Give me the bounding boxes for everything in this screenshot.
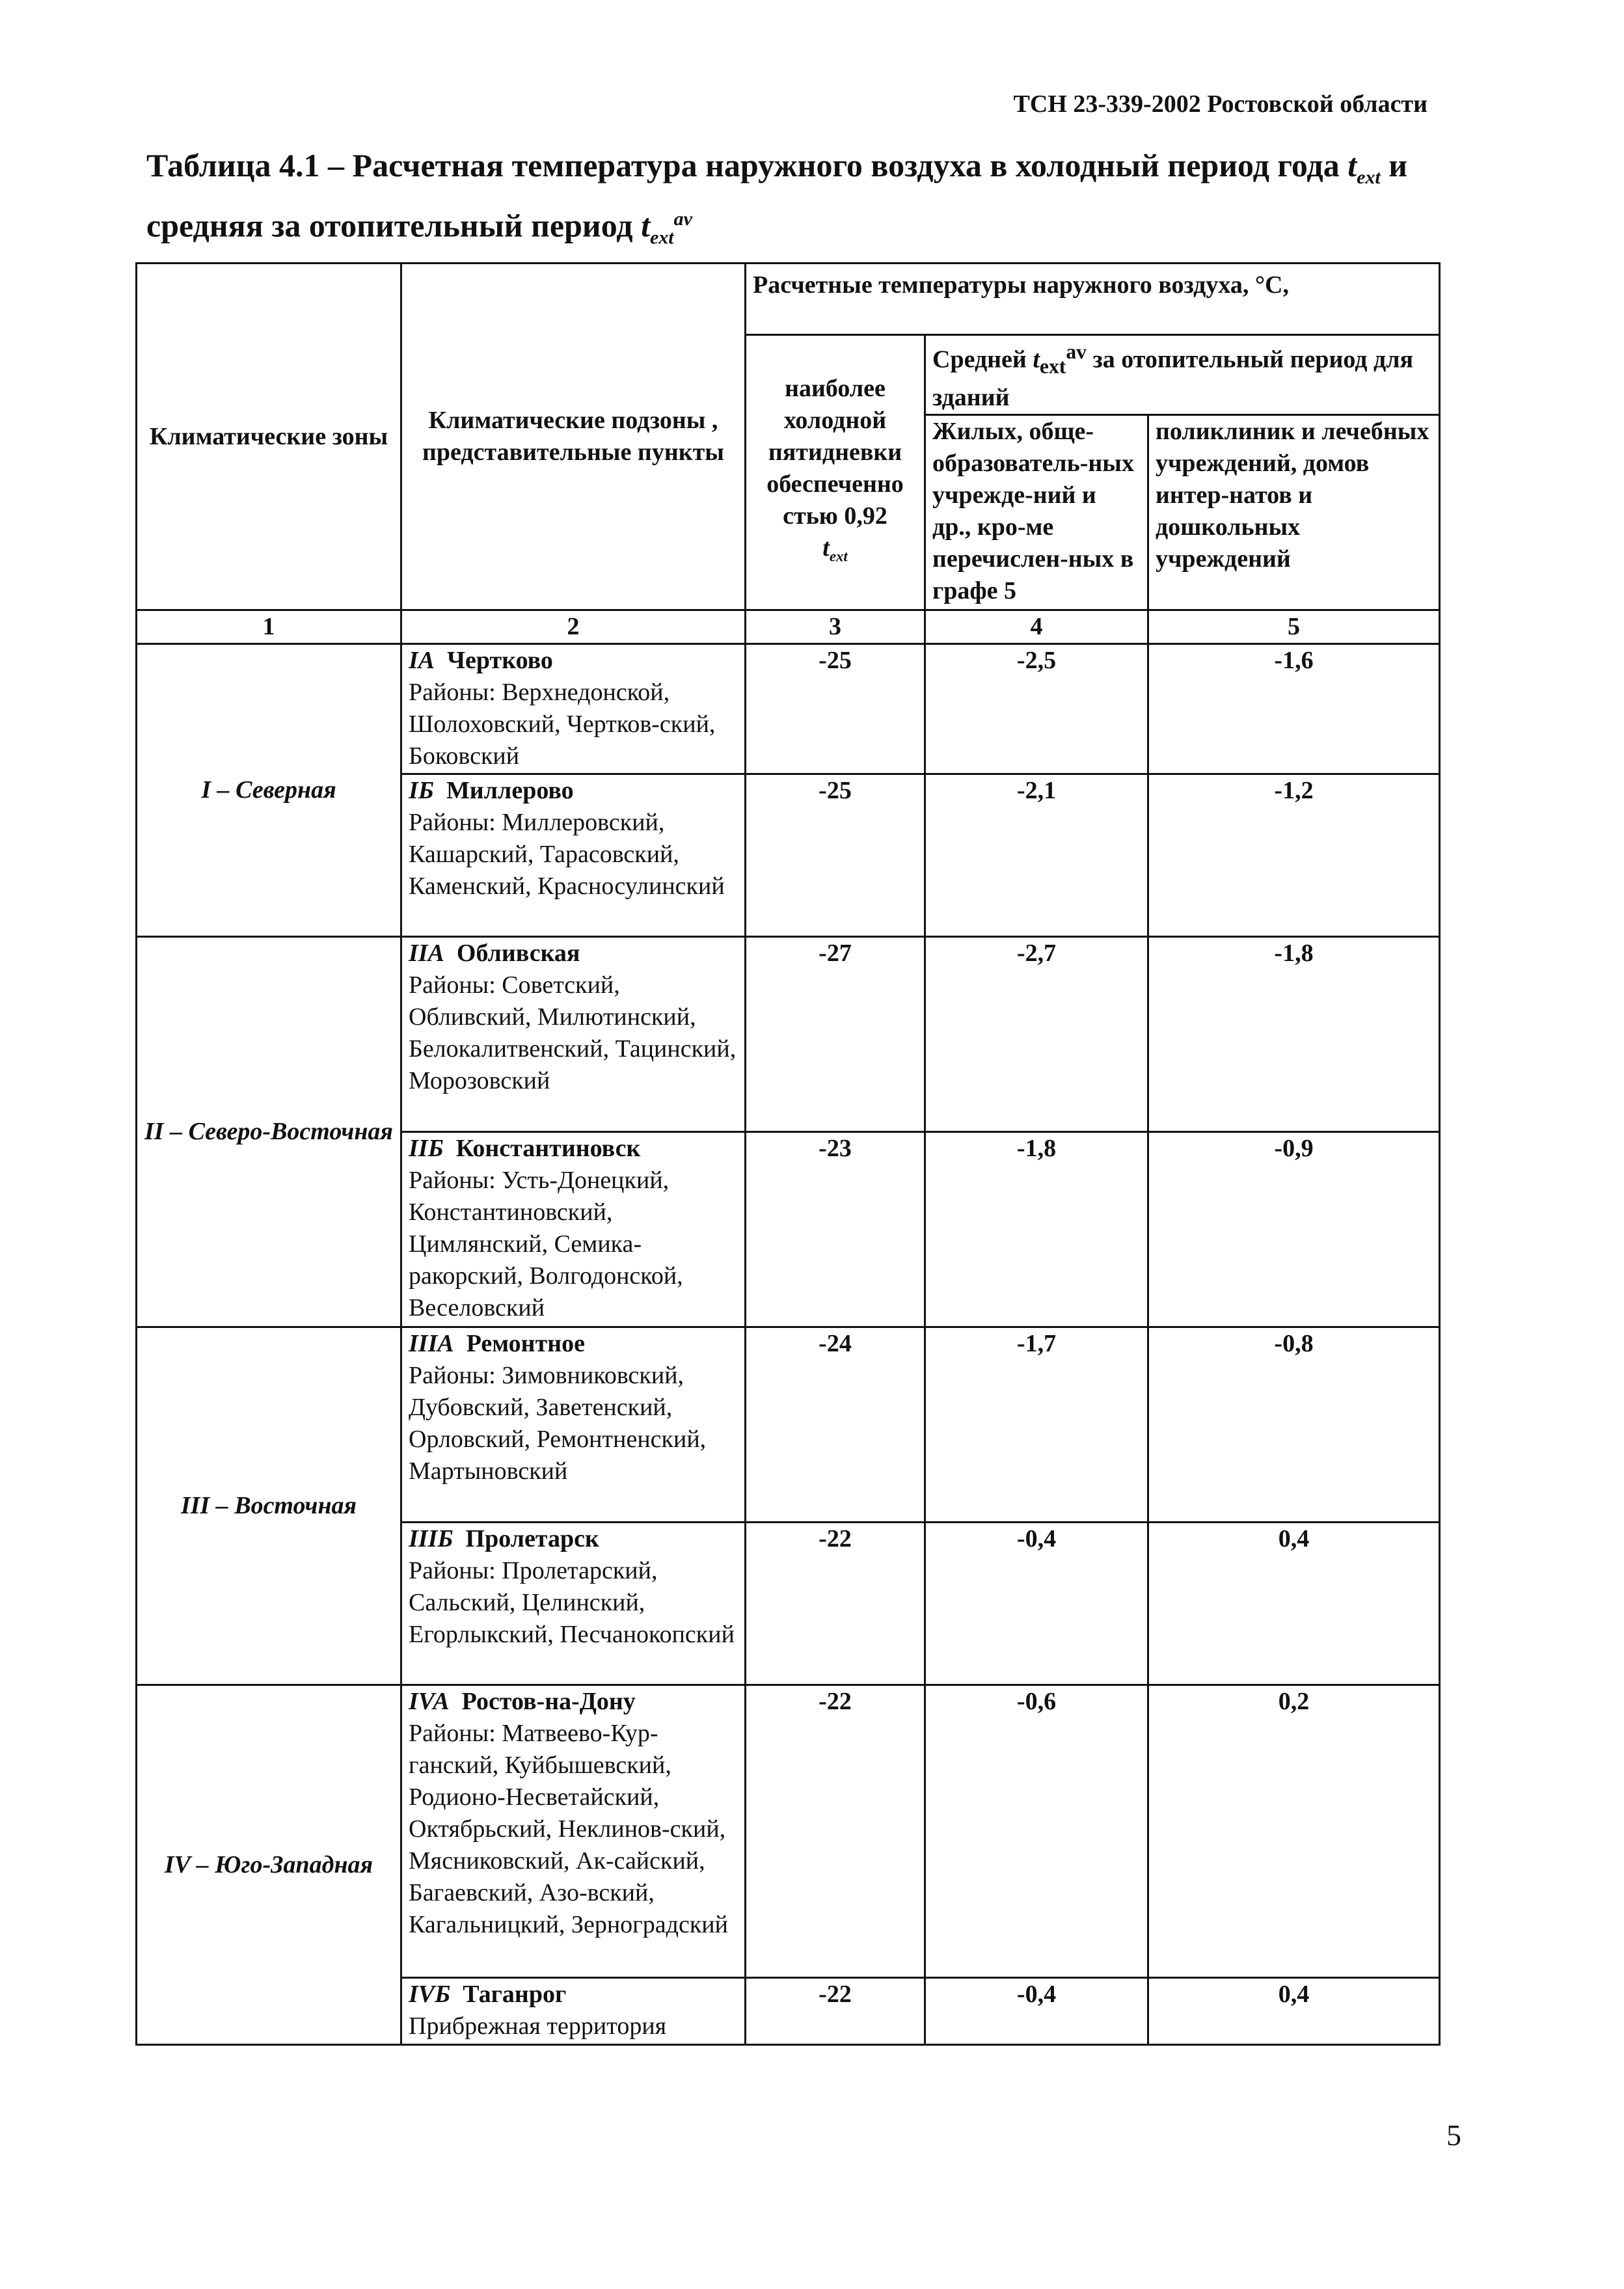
t-average-residential: -1,7 bbox=[925, 1327, 1148, 1523]
t-average-residential: -2,5 bbox=[925, 644, 1148, 774]
subzone-cell bbox=[401, 1132, 746, 1327]
subzone-districts: Районы: Усть-Донецкий, Константиновский, Цимлянский, Семика-ракорский, Волгодонской, Веселовский bbox=[409, 1167, 683, 1322]
t-coldest-five-day: -24 bbox=[746, 1327, 925, 1523]
column-number: 1 bbox=[137, 610, 401, 644]
column-number: 3 bbox=[746, 610, 925, 644]
subzone-districts: Районы: Верхнедонской, Шолоховский, Чертков-ский, Боковский bbox=[409, 679, 716, 770]
subzone-code: IБ bbox=[409, 777, 434, 805]
subzone-name: Чертково bbox=[447, 647, 553, 675]
t-average-residential: -0,4 bbox=[925, 1523, 1148, 1685]
header-col3-symbol: t bbox=[822, 534, 830, 562]
t-average-medical: 0,2 bbox=[1148, 1685, 1440, 1978]
page-number: 5 bbox=[1446, 2119, 1461, 2152]
t-average-medical: -0,8 bbox=[1148, 1327, 1440, 1523]
t-average-residential: -2,7 bbox=[925, 937, 1148, 1132]
subzone-cell bbox=[401, 937, 746, 1132]
column-number: 4 bbox=[925, 610, 1148, 644]
zone-name: I – Северная bbox=[137, 644, 401, 937]
header-design-temperatures: Расчетные температуры наружного воздуха, °С, bbox=[746, 264, 1440, 335]
t-coldest-five-day: -27 bbox=[746, 937, 925, 1132]
subzone-code: IIA bbox=[409, 940, 444, 968]
t-coldest-five-day: -25 bbox=[746, 774, 925, 937]
subzone-districts: Районы: Матвеево-Кур-ганский, Куйбышевский, Родионо-Несветайский, Октябрьский, Неклинов-ский, Мясниковский, Ак-сайский, Багаевский, Азо-вский, Кагальницкий, Зерноградский bbox=[409, 1720, 728, 1939]
header-residential: Жилых, обще-образователь-ных учрежде-ний и др., кро-ме перечислен-ных в графе 5 bbox=[925, 415, 1148, 610]
t-coldest-five-day: -22 bbox=[746, 1685, 925, 1978]
subzone-cell bbox=[401, 1327, 746, 1523]
t-average-residential: -0,6 bbox=[925, 1685, 1148, 1978]
caption-text-2: и bbox=[1380, 147, 1408, 183]
header-climatic-zones: Климатические зоны bbox=[137, 264, 401, 610]
caption-text-1: Таблица 4.1 – Расчетная температура наружного воздуха в холодный период года bbox=[146, 147, 1348, 183]
column-number: 2 bbox=[401, 610, 746, 644]
subzone-districts: Районы: Зимовниковский, Дубовский, Заветенский, Орловский, Ремонтненский, Мартыновский bbox=[409, 1362, 707, 1485]
header-average-heating-period bbox=[925, 335, 1440, 415]
subzone-districts: Прибрежная территория bbox=[409, 2012, 667, 2040]
subzone-code: IA bbox=[409, 647, 435, 675]
header-avg-subscript: ext bbox=[1039, 355, 1066, 378]
table-row bbox=[137, 1327, 1440, 1523]
t-coldest-five-day: -25 bbox=[746, 644, 925, 774]
t-average-residential: -0,4 bbox=[925, 1978, 1148, 2045]
zone-name: II – Северо-Восточная bbox=[137, 937, 401, 1327]
header-avg-superscript: av bbox=[1066, 340, 1087, 363]
t-average-medical: -0,9 bbox=[1148, 1132, 1440, 1327]
header-medical: поликлиник и лечебных учреждений, домов интер-натов и дошкольных учреждений bbox=[1148, 415, 1440, 610]
subzone-name: Таганрог bbox=[463, 1981, 567, 2009]
header-coldest-five-day-text: наиболее холодной пятидневки обеспеченно стью 0,92 bbox=[766, 374, 904, 530]
subzone-code: IIБ bbox=[409, 1135, 444, 1163]
subzone-districts: Районы: Пролетарский, Сальский, Целинский, Егорлыкский, Песчанокопский bbox=[409, 1557, 735, 1649]
t-average-medical: -1,2 bbox=[1148, 774, 1440, 937]
caption-symbol-t-av: t bbox=[641, 207, 650, 244]
t-average-medical: -1,6 bbox=[1148, 644, 1440, 774]
caption-subscript-2: ext bbox=[649, 226, 674, 249]
caption-superscript: av bbox=[673, 208, 692, 230]
subzone-cell bbox=[401, 1685, 746, 1978]
subzone-cell bbox=[401, 1523, 746, 1685]
column-numbers-row bbox=[137, 610, 1440, 644]
header-avg-symbol: t bbox=[1033, 345, 1040, 373]
table-row bbox=[137, 937, 1440, 1132]
table-row bbox=[137, 644, 1440, 774]
header-col3-subscript: ext bbox=[829, 548, 848, 565]
subzone-name: Ростов-на-Дону bbox=[461, 1688, 636, 1716]
caption-subscript: ext bbox=[1357, 167, 1381, 188]
caption-text-3: средняя за отопительный период bbox=[146, 207, 642, 244]
subzone-code: IVБ bbox=[409, 1981, 451, 2009]
document-header: ТСН 23-339-2002 Ростовской области bbox=[1013, 90, 1428, 118]
header-avg-text-2: за отопительный период для зданий bbox=[932, 345, 1414, 412]
subzone-cell bbox=[401, 644, 746, 774]
subzone-code: IIIA bbox=[409, 1330, 454, 1358]
t-coldest-five-day: -23 bbox=[746, 1132, 925, 1327]
zone-name: IV – Юго-Западная bbox=[137, 1685, 401, 2045]
header-subzones: Климатические подзоны , представительные пункты bbox=[401, 264, 746, 610]
table-caption bbox=[146, 144, 1454, 259]
subzone-cell bbox=[401, 1978, 746, 2045]
t-average-residential: -1,8 bbox=[925, 1132, 1148, 1327]
subzone-name: Константиновск bbox=[455, 1135, 641, 1163]
table-row bbox=[137, 1685, 1440, 1978]
t-average-residential: -2,1 bbox=[925, 774, 1148, 937]
subzone-code: IIIБ bbox=[409, 1525, 453, 1553]
subzone-name: Ремонтное bbox=[466, 1330, 585, 1358]
caption-symbol-t: t bbox=[1347, 147, 1357, 183]
header-coldest-five-day bbox=[746, 335, 925, 610]
t-average-medical: 0,4 bbox=[1148, 1978, 1440, 2045]
subzone-name: Миллерово bbox=[446, 777, 574, 805]
zone-name: III – Восточная bbox=[137, 1327, 401, 1685]
subzone-name: Пролетарск bbox=[465, 1525, 599, 1553]
temperature-table bbox=[135, 262, 1441, 2046]
header-avg-text-1: Средней bbox=[932, 345, 1033, 373]
subzone-code: IVA bbox=[409, 1688, 450, 1716]
column-number: 5 bbox=[1148, 610, 1440, 644]
subzone-districts: Районы: Советский, Обливский, Милютинский, Белокалитвенский, Тацинский, Морозовский bbox=[409, 971, 737, 1095]
t-coldest-five-day: -22 bbox=[746, 1523, 925, 1685]
t-coldest-five-day: -22 bbox=[746, 1978, 925, 2045]
subzone-cell bbox=[401, 774, 746, 937]
t-average-medical: 0,4 bbox=[1148, 1523, 1440, 1685]
subzone-districts: Районы: Миллеровский, Кашарский, Тарасовский, Каменский, Красносулинский bbox=[409, 809, 725, 901]
subzone-name: Обливская bbox=[456, 940, 580, 968]
t-average-medical: -1,8 bbox=[1148, 937, 1440, 1132]
